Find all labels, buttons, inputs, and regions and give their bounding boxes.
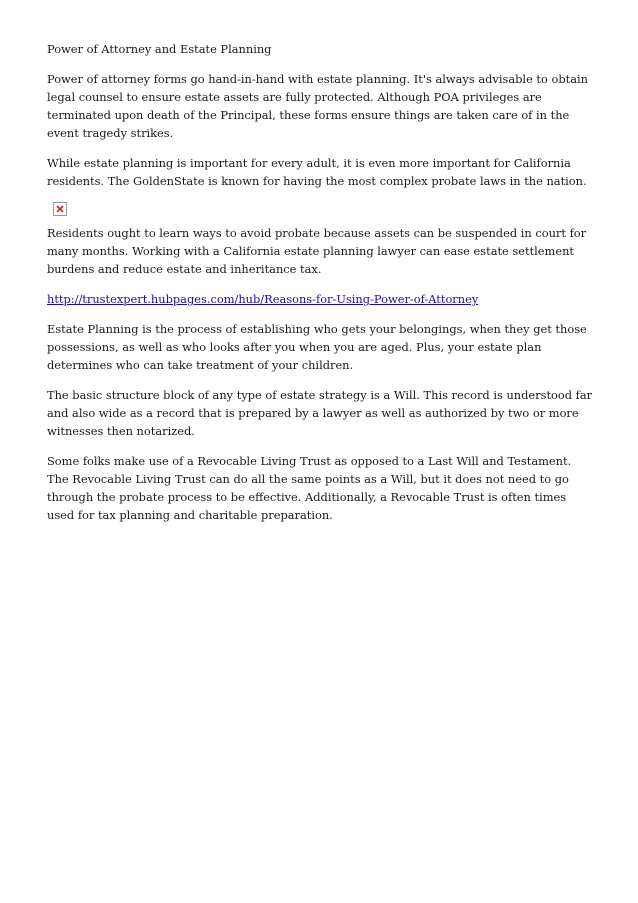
broken-image-x-icon bbox=[54, 203, 66, 215]
paragraph-estate-planning-definition: Estate Planning is the process of establishing who gets your belongings, when they get those possessions, as well as who looks after you when you are aged. Plus, your estate plan determines who can take treatment of your children. bbox=[47, 322, 587, 372]
paragraph-poa-forms: Power of attorney forms go hand-in-hand with estate planning. It's always advisable to obtain legal counsel to ensure estate assets are fully protected. Although POA privileges are terminated upon death of the Principal, these forms ensure things are taken care of in the event tragedy strikes. bbox=[47, 72, 588, 140]
paragraph-avoid-probate: Residents ought to learn ways to avoid probate because assets can be suspended in court for many months. Working with a California estate planning lawyer can ease estate settlement burdens and reduce estate and inheritance tax. bbox=[47, 226, 587, 276]
reference-link[interactable]: http://trustexpert.hubpages.com/hub/Reasons-for-Using-Power-of-Attorney bbox=[47, 292, 479, 306]
paragraph-california-residents: While estate planning is important for every adult, it is even more important for California residents. The GoldenState is known for having the most complex probate laws in the nation. bbox=[47, 156, 587, 188]
broken-image-icon bbox=[53, 202, 67, 216]
paragraph-will-structure: The basic structure block of any type of estate strategy is a Will. This record is understood far and also wide as a record that is prepared by a lawyer as well as authorized by two or more witnesses then notarized. bbox=[47, 388, 593, 438]
document-page bbox=[47, 40, 595, 536]
document-title: Power of Attorney and Estate Planning bbox=[47, 42, 272, 56]
paragraph-revocable-trust: Some folks make use of a Revocable Living Trust as opposed to a Last Will and Testament. The Revocable Living Trust can do all the same points as a Will, but it does not need to go through the probate process to be effective. Additionally, a Revocable Trust is often times used for tax planning and charitable preparation. bbox=[47, 454, 572, 522]
link-paragraph bbox=[47, 290, 595, 308]
